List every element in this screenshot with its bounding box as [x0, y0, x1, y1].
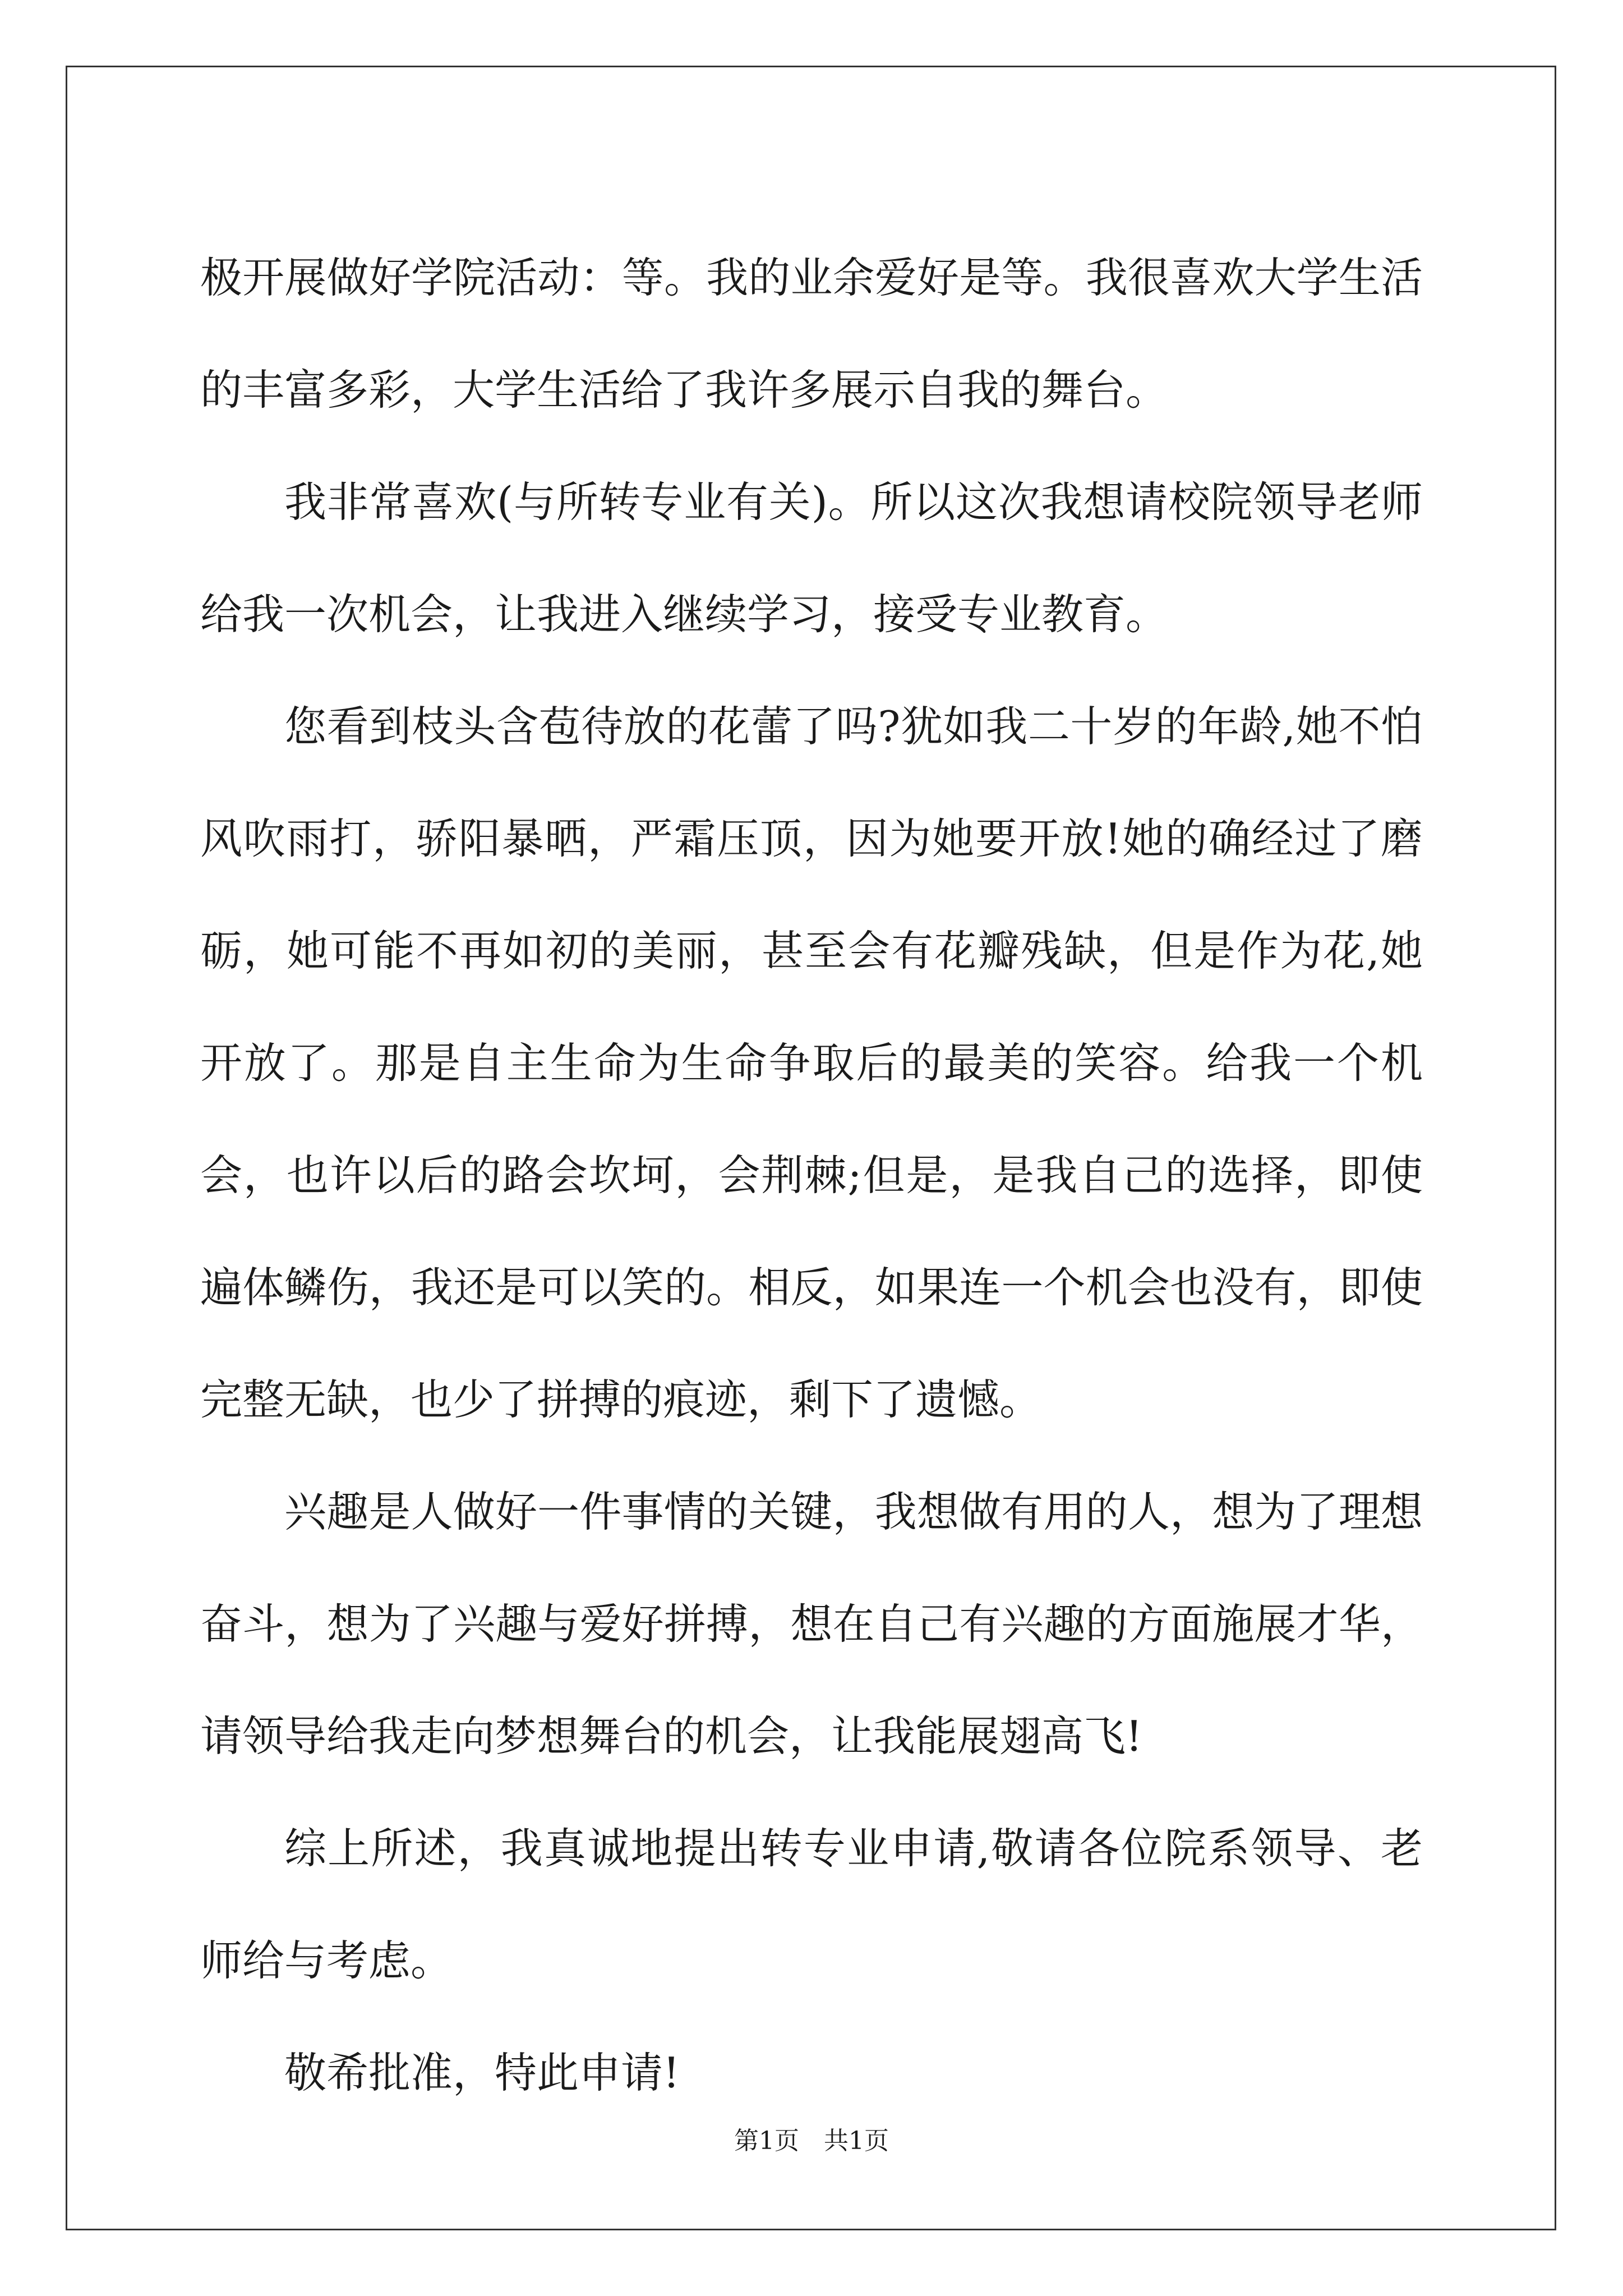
- paragraph-4: 兴趣是人做好一件事情的关键，我想做有用的人，想为了理想奋斗，想为了兴趣与爱好拼搏，想在自己有兴趣的方面施展才华，请领导给我走向梦想舞台的机会，让我能展翅高飞!: [200, 1487, 1423, 1761]
- paragraph-3: 您看到枝头含苞待放的花蕾了吗?犹如我二十岁的年龄,她不怕风吹雨打，骄阳暴晒，严霜压顶，因为她要开放!她的确经过了磨砺，她可能不再如初的美丽，甚至会有花瓣残缺，但是作为花,她开放了。那是自主生命为生命争取后的最美的笑容。给我一个机会，也许以后的路会坎坷，会荆棘;但是，是我自己的选择，即使遍体鳞伤，我还是可以笑的。相反，如果连一个机会也没有，即使完整无缺，也少了拼搏的痕迹，剩下了遗憾。: [200, 702, 1423, 1424]
- paragraph-1: 极开展做好学院活动：等。我的业余爱好是等。我很喜欢大学生活的丰富多彩，大学生活给了我许多展示自我的舞台。: [200, 253, 1423, 415]
- page-number-footer: 第1页 共1页: [734, 2127, 889, 2155]
- paragraph-5: 综上所述，我真诚地提出转专业申请,敬请各位院系领导、老师给与考虑。: [200, 1824, 1423, 1985]
- paragraph-6: 敬希批准，特此申请!: [284, 2048, 680, 2097]
- paragraph-2: 我非常喜欢(与所转专业有关)。所以这次我想请校院领导老师给我一次机会，让我进入继续学习，接受专业教育。: [200, 477, 1423, 639]
- document-body: [200, 222, 1423, 2129]
